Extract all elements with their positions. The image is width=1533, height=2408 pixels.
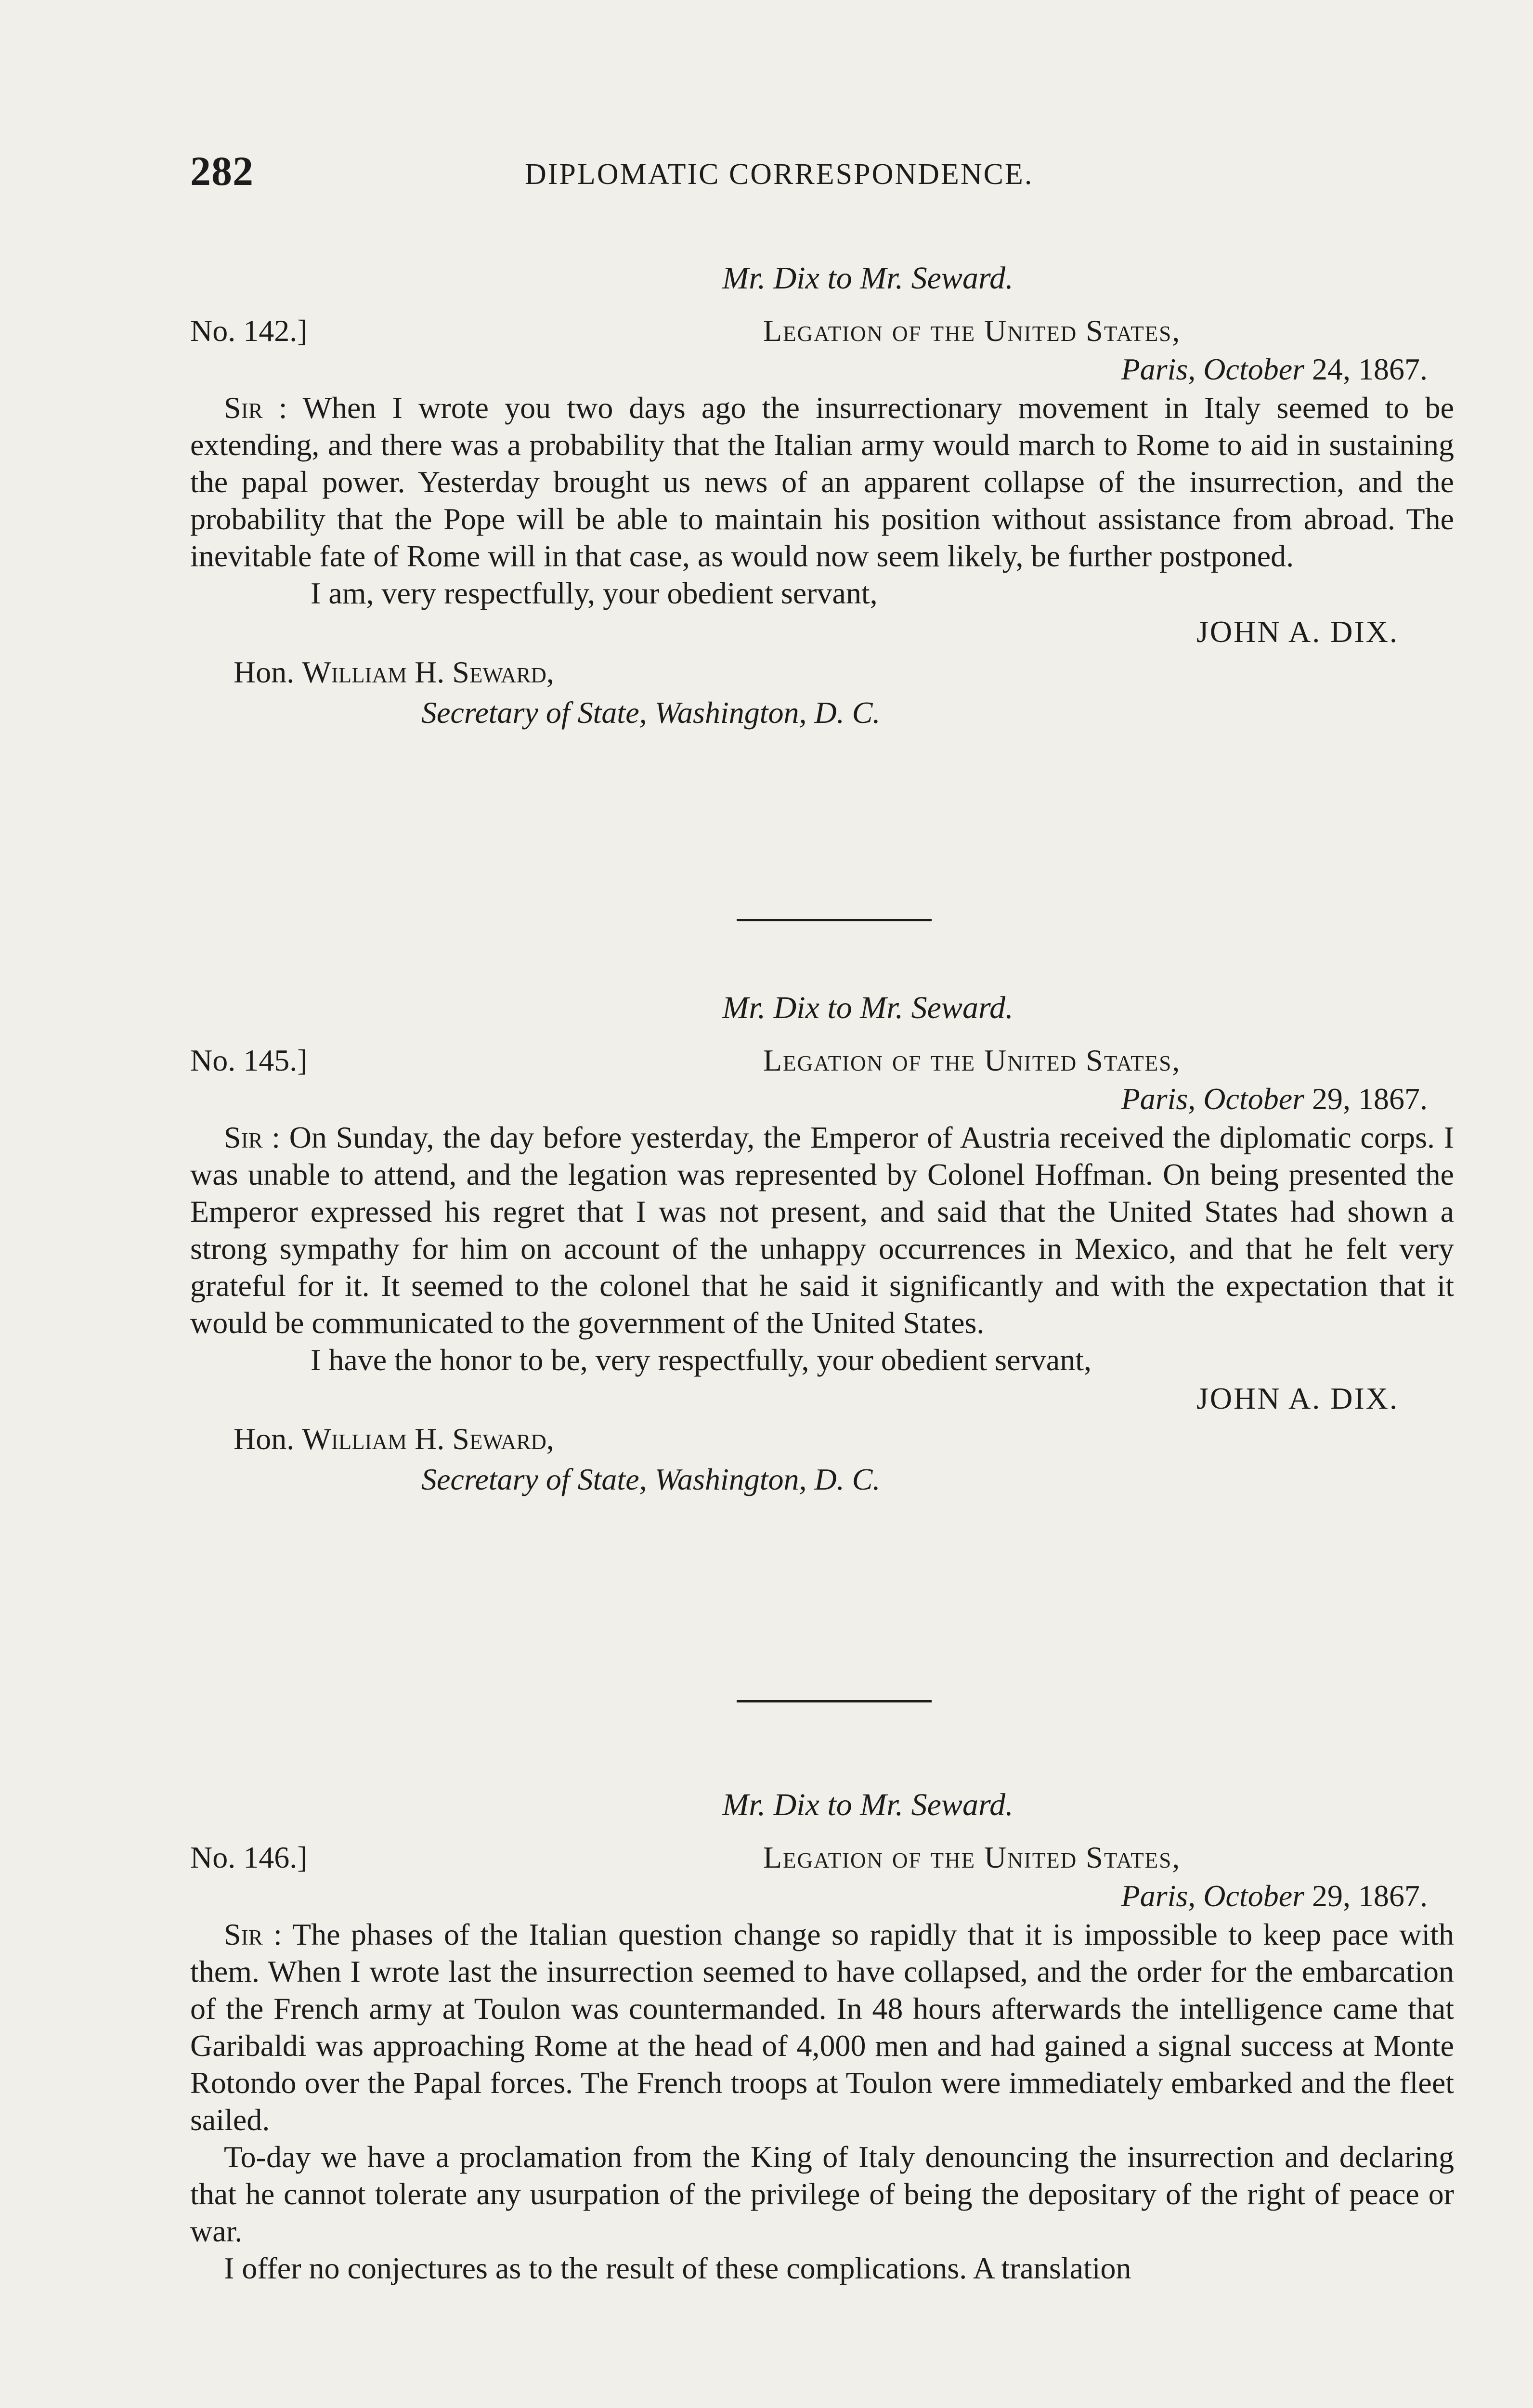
letter-head-row [190, 1840, 1454, 1878]
dispatch-number: No. 146.] [190, 1840, 308, 1874]
body-text: On Sunday, the day before yesterday, the Emperor of Austria received the diplomatic corps. I was unable to attend, and the legation was represented by Colonel Hoffman. On being presented the Emperor expressed his regret that I was not present, and said that the United States had shown a strong sympathy for him on account of the unhappy occurrences in Mexico, and that he felt very grateful for it. It seemed to the colonel that he said it significantly and with the expectation that it would be communicated to the government of the United States. [190, 1120, 1455, 1340]
paragraph-2: To-day we have a proclamation from the King of Italy denouncing the insurrection and declaring that he cannot tolerate any usurpation of the privilege of being the depositary of the right of peace or war. [190, 2140, 1454, 2248]
body-text: When I wrote you two days ago the insurrectionary movement in Italy seemed to be extending, and there was a probability that the Italian army would march to Rome to aid in sustaining the papal power. Yesterday brought us news of an apparent collapse of the insurrection, and the probability that the Pope will be able to maintain his position without assistance from abroad. The inevitable fate of Rome will in that case, as would now seem likely, be further postponed. [190, 391, 1455, 573]
letter-body [190, 389, 1454, 575]
dateline [190, 352, 1454, 389]
dateline [190, 1878, 1454, 1916]
date-day-year: 24, 1867. [1304, 352, 1428, 386]
addressee-honorific: Hon. [234, 1422, 295, 1456]
salutation: Sir : [224, 391, 287, 425]
letter-head-row [190, 313, 1454, 352]
section-divider [737, 1700, 932, 1702]
legation-line: Legation of the United States, [763, 1043, 1181, 1077]
letter-head-row [190, 1043, 1454, 1081]
date-day-year: 29, 1867. [1304, 1879, 1428, 1913]
addressee-title: Secretary of State, Washington, D. C. [421, 1462, 881, 1496]
letter-body [190, 1119, 1454, 1341]
legation-line: Legation of the United States, [763, 314, 1181, 348]
letter-title: Mr. Dix to Mr. Seward. [722, 1787, 1013, 1822]
letter-145 [190, 990, 1454, 1500]
date-day-year: 29, 1867. [1304, 1082, 1428, 1116]
addressee-name: William H. Seward, [302, 1422, 554, 1456]
signature: JOHN A. DIX. [1196, 615, 1399, 649]
page-number: 282 [190, 148, 254, 194]
dispatch-number: No. 145.] [190, 1043, 308, 1077]
body-text: The phases of the Italian question change so rapidly that it is impossible to keep pace with them. When I wrote last the insurrection seemed to have collapsed, and the order for the embarcation of the French army at Toulon was countermanded. In 48 hours afterwards the intelligence came that Garibaldi was approaching Rome at the head of 4,000 men and had gained a signal success at Monte Rotondo over the Papal forces. The French troops at Toulon were immediately embarked and the fleet sailed. [190, 1917, 1455, 2137]
addressee [190, 1419, 1454, 1459]
letter-body [190, 1916, 1454, 2138]
legation-line: Legation of the United States, [763, 1840, 1181, 1874]
paragraph-3: I offer no conjectures as to the result of these complications. A translation [224, 2251, 1131, 2285]
section-divider [737, 919, 932, 921]
addressee-honorific: Hon. [234, 655, 295, 689]
letter-title: Mr. Dix to Mr. Seward. [722, 990, 1013, 1025]
signature: JOHN A. DIX. [1196, 1381, 1399, 1415]
dateline [190, 1081, 1454, 1119]
salutation: Sir : [224, 1917, 282, 1951]
letter-title: Mr. Dix to Mr. Seward. [722, 261, 1013, 296]
salutation: Sir : [224, 1120, 281, 1154]
running-head: DIPLOMATIC CORRESPONDENCE. [525, 158, 1034, 191]
date-place: Paris, October [1121, 1879, 1304, 1913]
page-header [190, 147, 1461, 205]
letter-146 [190, 1787, 1454, 2287]
closing: I have the honor to be, very respectfully, your obedient servant, [311, 1343, 1091, 1377]
letter-142 [190, 260, 1454, 733]
dispatch-number: No. 142.] [190, 314, 308, 348]
closing: I am, very respectfully, your obedient servant, [311, 576, 878, 610]
addressee-name: William H. Seward, [302, 655, 554, 689]
addressee-title: Secretary of State, Washington, D. C. [421, 695, 881, 730]
addressee [190, 652, 1454, 693]
date-place: Paris, October [1121, 352, 1304, 386]
date-place: Paris, October [1121, 1082, 1304, 1116]
